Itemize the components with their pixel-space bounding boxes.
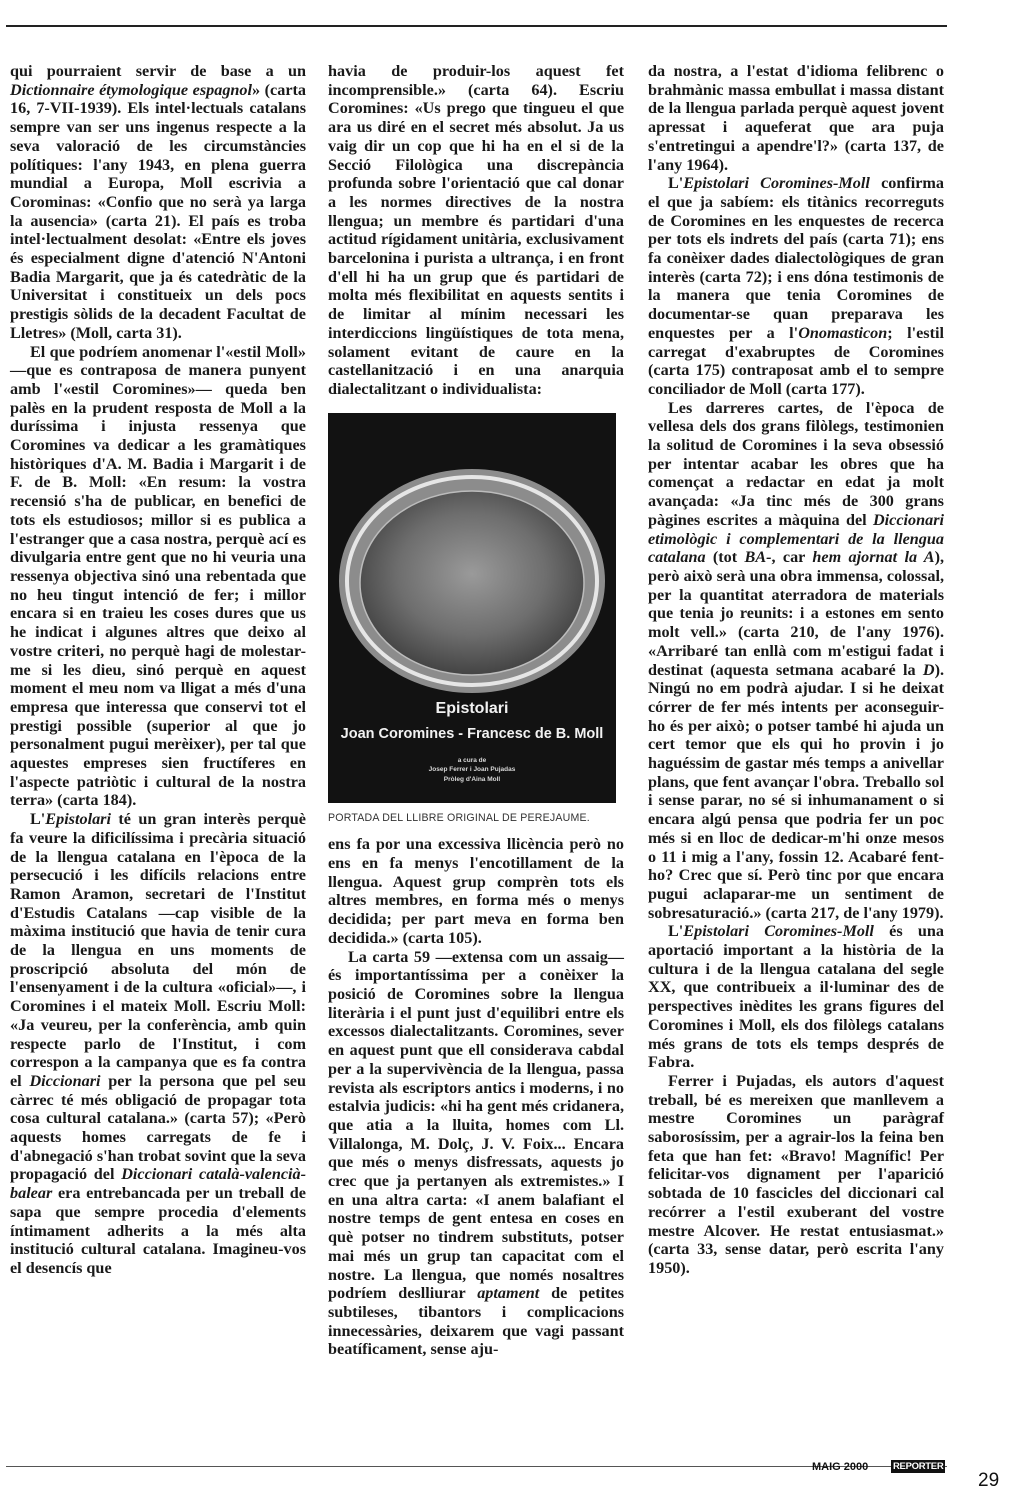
text-run: ; l'estil carregat d'exabruptes de Coromines (carta 175) contraposat amb el to sempre conciliador de Moll (carta 177). <box>648 323 944 398</box>
cover-title: Epistolari <box>435 699 509 717</box>
text-run: té un gran interès perquè fa veure la dificilíssima i precària situació de la llengua catalana en l'època de la persecució i les difícils relacions entre Ramon Aramon, secretari de l'Institut d'Estudis Catalans —cap visible de la màxima institució que havia de tenir cura de la llengua en uns moments de proscripció absoluta del món de l'ensenyament i de la cultura «oficial»—, i Coromines i el mateix Moll. Escriu Moll: «Ja veureu, per la conferència, amb quin respecte parlo de l'Institut, i com correspon a la campanya que es fa contra el <box>10 810 306 1090</box>
paragraph <box>648 922 944 1072</box>
paragraph <box>10 343 306 811</box>
text-run: per la persona que pel seu càrrec té més obligació de propagar tota cosa cultural catalana.» (carta 57); «Però aquests homes carregats de fe i d'abnegació s'han trobat sovint que la seva propagació del <box>10 1071 306 1184</box>
text-run: ), però això serà una obra immensa, colossal, per la quantitat aterradora de materials que tenia jo reunits: i a estones em sento molt vell.» (carta 210, de l'any 1976). «Arribaré tan enllà com m'estigui fadat i destinat (aquesta setmana acabaré la <box>648 548 945 679</box>
text-run: L' <box>668 174 684 193</box>
text-run: » (carta 16, 7-VII-1939). Els intel·lectuals catalans sempre van ser uns ingenus respecte a la seva valoració de les circumstàncies polítiques: l'any 1943, en plena guerra mundial a Europa, Moll escrivia a Corominas: «Confio que no serà ya larga la ausencia» (carta 21). El país es troba intel·lectualment desolat: «Entre els joves és especialment digne d'atenció N'Antoni Badia Margarit, que ja és catedràtic de la Universitat i constitueix un dels pocs prestigis sòlids de la decadent Facultat de Lletres» (Moll, carta 31). <box>10 80 306 342</box>
article-column-1 <box>10 62 306 1278</box>
italic-run: Diccionari <box>29 1071 101 1090</box>
italic-run: Diccionari etimològic i complementari de la llengua catalana <box>648 510 944 567</box>
paragraph <box>328 835 624 947</box>
text-run: Les darreres cartes, de l'època de vellesa dels dos grans filòlegs, testimonien la solitud de Coromines i la seva obsessió per intentar acabar les obres que ha començat a redactar en edat ja molt avançada: «Ja tinc més de 300 grans pàgines escrites a màquina del <box>648 398 944 529</box>
italic-run: BA- <box>744 548 772 567</box>
top-rule <box>6 25 947 27</box>
cover-editors-label: a cura de <box>457 756 487 764</box>
book-cover-figure <box>328 413 624 828</box>
book-cover-image <box>328 413 616 803</box>
magazine-logo: REPORTER <box>893 1461 944 1472</box>
italic-run: Epistolari <box>45 810 111 829</box>
italic-run: aptament <box>477 1284 540 1303</box>
italic-run: Epistolari Coromines-Moll <box>683 922 874 941</box>
paragraph <box>648 62 944 174</box>
text-run: (tot <box>705 548 745 567</box>
plate-illustration <box>328 413 616 803</box>
text-run: da nostra, a l'estat d'idioma felibrenc o brahmànic massa embullat i massa distant de la llengua parlada perquè aquest jovent apressat i aqueferat que ara puja s'entretingui a apendre'l?» (carta 137, de l'any 1964). <box>648 62 944 174</box>
italic-run: Epistolari Coromines-Moll <box>683 174 870 193</box>
paragraph <box>648 1072 944 1278</box>
text-run: ens fa por una excessiva llicència però no ens en fa menys l'encotillament de la llengua. Aquest grup comprèn tots els altres membres, en forma més o menys decidida; per part meva en forma ben decidida.» (carta 105). <box>328 835 624 947</box>
text-run: és una aportació important a la història de la cultura i de la llengua catalana del segle XX, que contribueix a il·luminar des de perspectives inèdites les grans figures del Coromines i Moll, els dos filòlegs catalans més grans de tots els temps després de Fabra. <box>648 922 944 1072</box>
article-column-2 <box>328 62 624 1359</box>
italic-run: Onomasticon <box>798 323 888 342</box>
cover-authors: Joan Coromines - Francesc de B. Moll <box>340 725 604 742</box>
paragraph <box>10 810 306 1278</box>
paragraph <box>648 399 944 923</box>
text-run: El que podríem anomenar l'«estil Moll» —que es contraposa de manera punyent amb l'«estil Coromines»— queda ben palès en la prudent resposta de Moll a la duríssima i injusta ressenya que Coromines va dedicar a les gramàtiques històriques d'A. M. Badia i Margarit i de F. de B. Moll: «En resum: la vostra recensió s'ha de publicar, en benefici de tots els estudiosos; millor si es publica a l'estranger que a casa nostra, perquè ací es divulgaria entre gent que no hi veuria una ressenya objectiva sinó una rebentada que no heu tingut intenció de fer; i millor encara si en traieu les coses dures que us he indicat i algunes altres que deixo al vostre criteri, no perquè hagi de molestar-me si les dieu, sinó perquè en aquest moment el meu nom va lligat a més d'una empresa que interessa que conservi tot el prestigi possible (superior al que jo personalment pugui merèixer), per tal que aquestes empreses sien fructíferes en l'aspecte patriòtic i cultural de la nostra terra» (carta 184). <box>10 342 306 810</box>
text-run: , car <box>771 548 813 567</box>
figure-caption: PORTADA DEL LLIBRE ORIGINAL DE PEREJAUME. <box>328 811 590 824</box>
text-run: Ferrer i Pujadas, els autors d'aquest treball, bé es mereixen que manllevem a mestre Coromines un paràgraf saborosíssim, per a agrair-los la feina ben feta que han fet: «Bravo! Magnífic! Per felicitar-vos dignament per l'aparició sobtada de 10 fascicles del diccionari cal recórrer a l'estil exuberant del vostre mestre Alcover. He restat entusiasmat.» (carta 33, sense datar, però escrita l'any 1950). <box>648 1071 944 1277</box>
bottom-rule <box>6 1466 947 1467</box>
text-run: L' <box>668 922 684 941</box>
paragraph <box>10 62 306 343</box>
paragraph <box>328 62 624 399</box>
issue-date: MAIG 2000 <box>812 1461 869 1473</box>
article-column-3 <box>648 62 944 1278</box>
text-run: era entrebancada per un treball de sapa que sempre procedia d'elements íntimament adherits a la més alta institució cultural catalana. Imagineu-vos el desencís que <box>10 1184 306 1277</box>
italic-run: Dictionnaire étymologique espagnol <box>10 80 253 99</box>
cover-editors: Josep Ferrer i Joan Pujadas <box>428 765 516 773</box>
text-run: La carta 59 —extensa com un assaig— és importantíssima per a conèixer la posició de Coromines sobre la llengua literària i el punt just d'equilibri entre els excessos dialectalitzants. Coromines, sever en aquest punt que ell considerava cabdal per a la supervivència de la llengua, passa revista als escriptors antics i moderns, i no estalvia judicis: «hi ha gent més cridanera, que atia a la lluita, homes com Ll. Villalonga, M. Dolç, J. V. Foix... Encara que més o menys disfressats, aquests jo crec que ja pertanyen als extremistes.» I en una altra carta: «I anem balafiant el nostre temps de gent entesa en coses en què potser no tindrem substituts, potser mai més un grup tan capacitat com el nostre. La llengua, que només nosaltres podríem deslliurar <box>328 947 624 1303</box>
italic-run: hem ajornat la A <box>812 548 935 567</box>
paragraph <box>648 174 944 398</box>
text-run: de petites subtileses, tibantors i complicacions innecessàries, deixarem que vagi passant beatíficament, sense aju- <box>328 1284 624 1359</box>
page-number: 29 <box>978 1470 1000 1491</box>
italic-run: D <box>922 660 935 679</box>
cover-prologue: Pròleg d'Aina Moll <box>443 775 501 783</box>
text-run: L' <box>30 810 46 829</box>
text-run: qui pourraient servir de base a un <box>10 62 306 80</box>
paragraph <box>328 948 624 1359</box>
text-run: ). Ningú no em podrà ajudar. I si he deixat córrer de fer més intents per aconseguir-ho és per això; o potser també hi ajuda un cert temor que els qui ho provin i jo haguéssim de gastar més temps a anivellar plans, que fent avançar l'obra. Treballo sol i sense parar, no sé si inhumanament o si encara algú pensa que podria fer un poc més si en lloc de dedicar-m'hi onze mesos o 11 i mig a l'any, fossin 12. Acabaré fent-ho? Crec que sí. Però tinc por que encara pugui aclaparar-me un sentiment de sobresaturació.» (carta 217, de l'any 1979). <box>648 660 944 922</box>
text-run: havia de produir-los aquest fet incomprensible.» (carta 64). Escriu Coromines: «Us prego que tingueu el que ara us diré en el secret més absolut. Ja us vaig dir un cop que hi ha en el si de la Secció Filològica una discrepància profunda sobre l'orientació que cal donar a les normes directives de la nostra llengua; un membre és partidari d'una actitud rígidament unitària, exclusivament barcelonina i purista a ultrança, i en front d'ell hi ha un grup que és partidari de molta més flexibilitat en aquests sentits i de limitar al mínim necessari les interdiccions lingüístiques de tota mena, solament evitant de caure en la castellanització i en una anarquia dialectalitzant o individualista: <box>328 62 624 398</box>
text-run: confirma el que ja sabíem: els titànics recorreguts de Coromines en les enquestes de recerca per tots els indrets del país (carta 71); ens fa conèixer dades dialectològiques de gran interès (carta 72); i ens dóna testimonis de la manera que tenia Coromines de documentar-se quan preparava les enquestes per a l' <box>648 174 945 342</box>
italic-run: Diccionari català-valencià-balear <box>10 1165 307 1203</box>
